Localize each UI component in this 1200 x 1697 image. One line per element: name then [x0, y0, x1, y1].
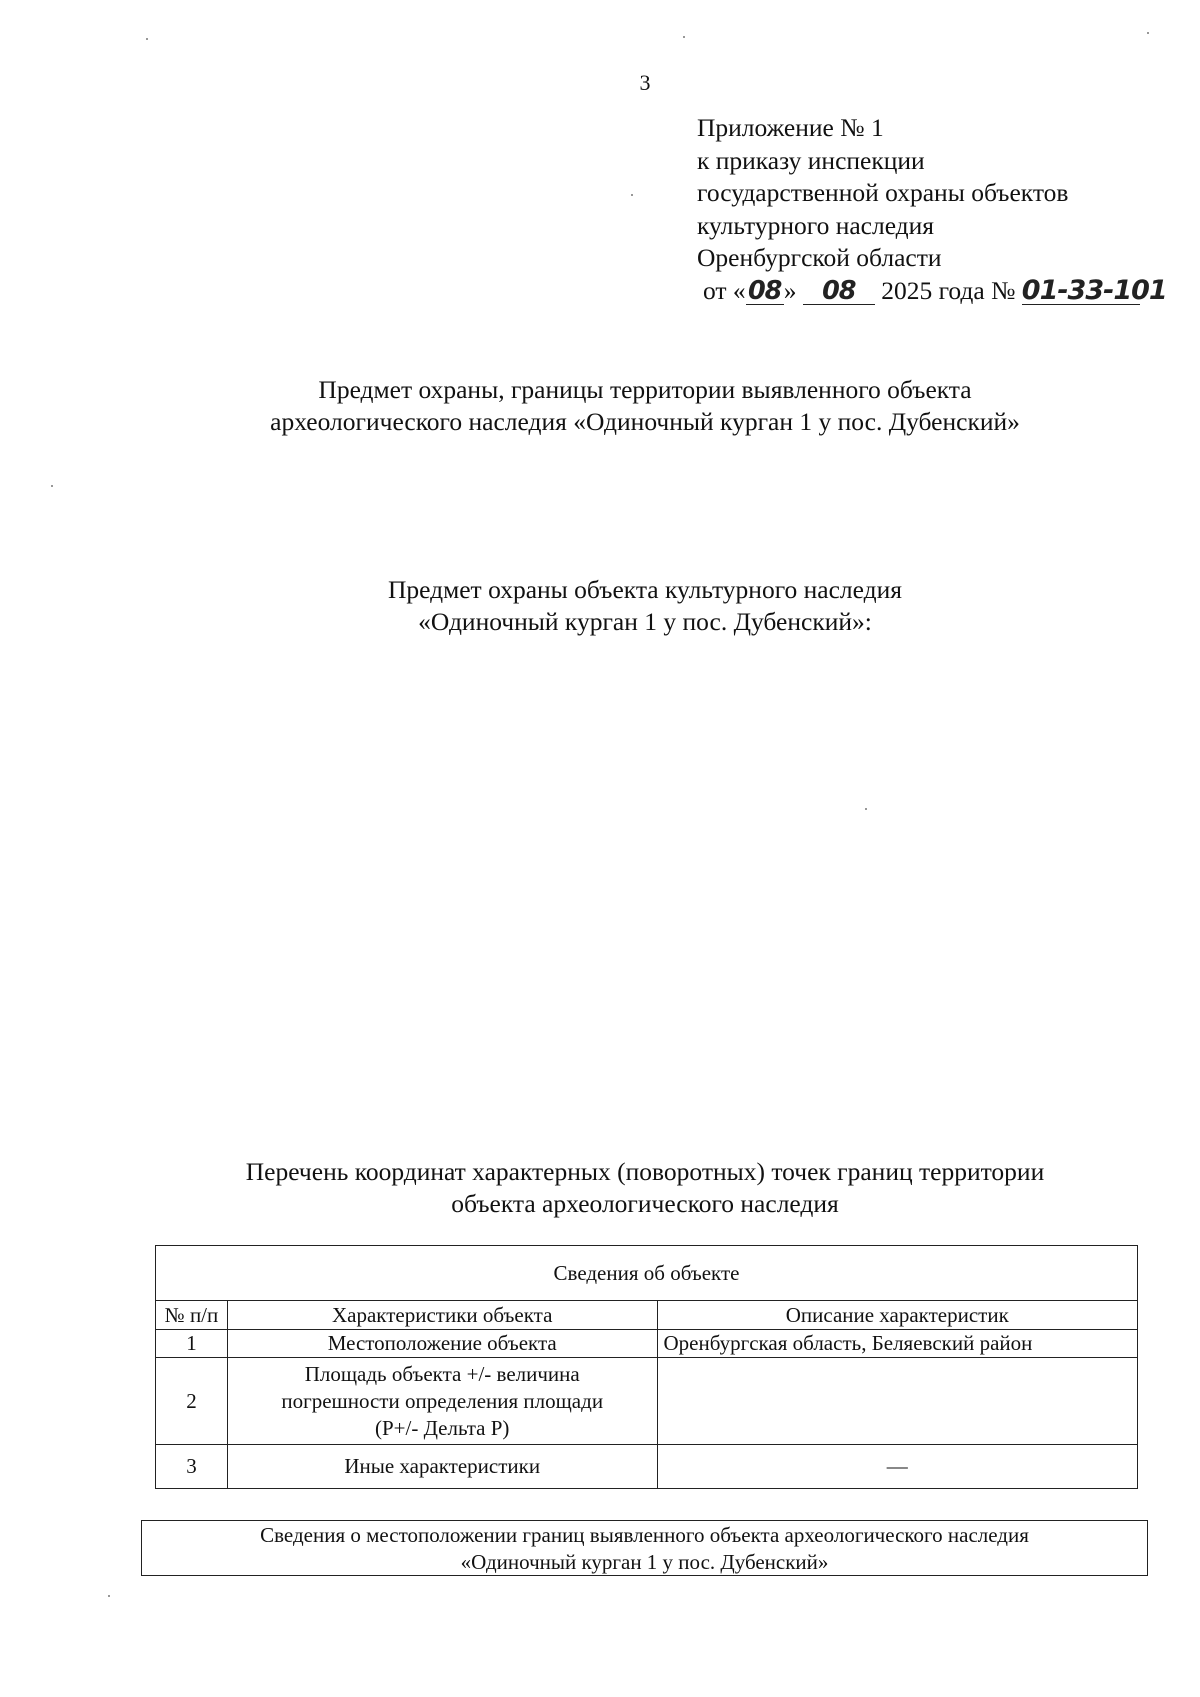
appendix-header [697, 112, 1167, 307]
row-characteristic [227, 1358, 657, 1445]
appendix-line: к приказу инспекции [697, 145, 925, 175]
coordinates-heading [0, 1156, 1200, 1220]
page-number: 3 [639, 70, 651, 95]
appendix-line: государственной охраны объектов [697, 178, 1069, 207]
scan-speck [51, 485, 53, 487]
title-line: Предмет охраны, границы территории выявленного объекта [318, 375, 972, 404]
row-characteristic: Местоположение объекта [227, 1330, 657, 1358]
heading-line: объекта археологического наследия [451, 1189, 839, 1218]
date-year: 2025 года № [874, 275, 1022, 305]
scan-speck [865, 808, 867, 810]
heading-line: Перечень координат характерных (поворотных) точек границ территории [245, 1157, 1045, 1186]
scan-speck [108, 1595, 110, 1597]
scan-speck [146, 38, 148, 40]
box-line: «Одиночный курган 1 у пос. Дубенский» [460, 1550, 829, 1574]
box-line: Сведения о местоположении границ выявленного объекта археологического наследия [260, 1523, 1029, 1547]
appendix-line: Оренбургской области [697, 243, 942, 272]
row-description [657, 1358, 1138, 1445]
date-prefix: от « [703, 275, 746, 305]
table-row [156, 1330, 1138, 1358]
table-caption: Сведения об объекте [156, 1246, 1138, 1301]
row-description: Оренбургская область, Беляевский район [657, 1330, 1138, 1358]
subject-line: «Одиночный курган 1 у пос. Дубенский»: [418, 607, 872, 636]
appendix-line: культурного наследия [697, 210, 935, 240]
table-row [156, 1445, 1138, 1489]
object-info-table [155, 1245, 1138, 1489]
header-characteristic: Характеристики объекта [227, 1301, 657, 1330]
characteristic-line: (Р+/- Дельта Р) [374, 1415, 510, 1440]
subject-line: Предмет охраны объекта культурного наследия [387, 575, 902, 604]
protection-subject-heading [0, 574, 1200, 638]
row-number: 1 [156, 1330, 228, 1358]
order-date-line [703, 274, 1167, 308]
row-number: 3 [156, 1445, 228, 1489]
characteristic-line: погрешности определения площади [281, 1388, 604, 1413]
scan-speck [683, 36, 685, 38]
document-title [0, 374, 1200, 438]
date-mid: » [783, 275, 803, 305]
characteristic-line: Площадь объекта +/- величина [304, 1361, 580, 1386]
row-number: 2 [156, 1358, 228, 1445]
header-number: № п/п [156, 1301, 228, 1330]
table-caption-row [156, 1246, 1138, 1301]
handwritten-day: 08 [746, 278, 784, 305]
scan-speck [631, 194, 633, 196]
handwritten-month: 08 [803, 278, 875, 305]
row-description: — [657, 1445, 1138, 1489]
table-row [156, 1358, 1138, 1445]
table-header-row [156, 1301, 1138, 1330]
boundaries-info-box [141, 1520, 1148, 1576]
row-characteristic: Иные характеристики [227, 1445, 657, 1489]
header-description: Описание характеристик [657, 1301, 1138, 1330]
title-line: археологического наследия «Одиночный курган 1 у пос. Дубенский» [270, 407, 1020, 436]
handwritten-order-number: 01-33-101 [1021, 274, 1167, 306]
appendix-title: Приложение № 1 [697, 113, 884, 142]
scan-speck [1147, 32, 1149, 34]
